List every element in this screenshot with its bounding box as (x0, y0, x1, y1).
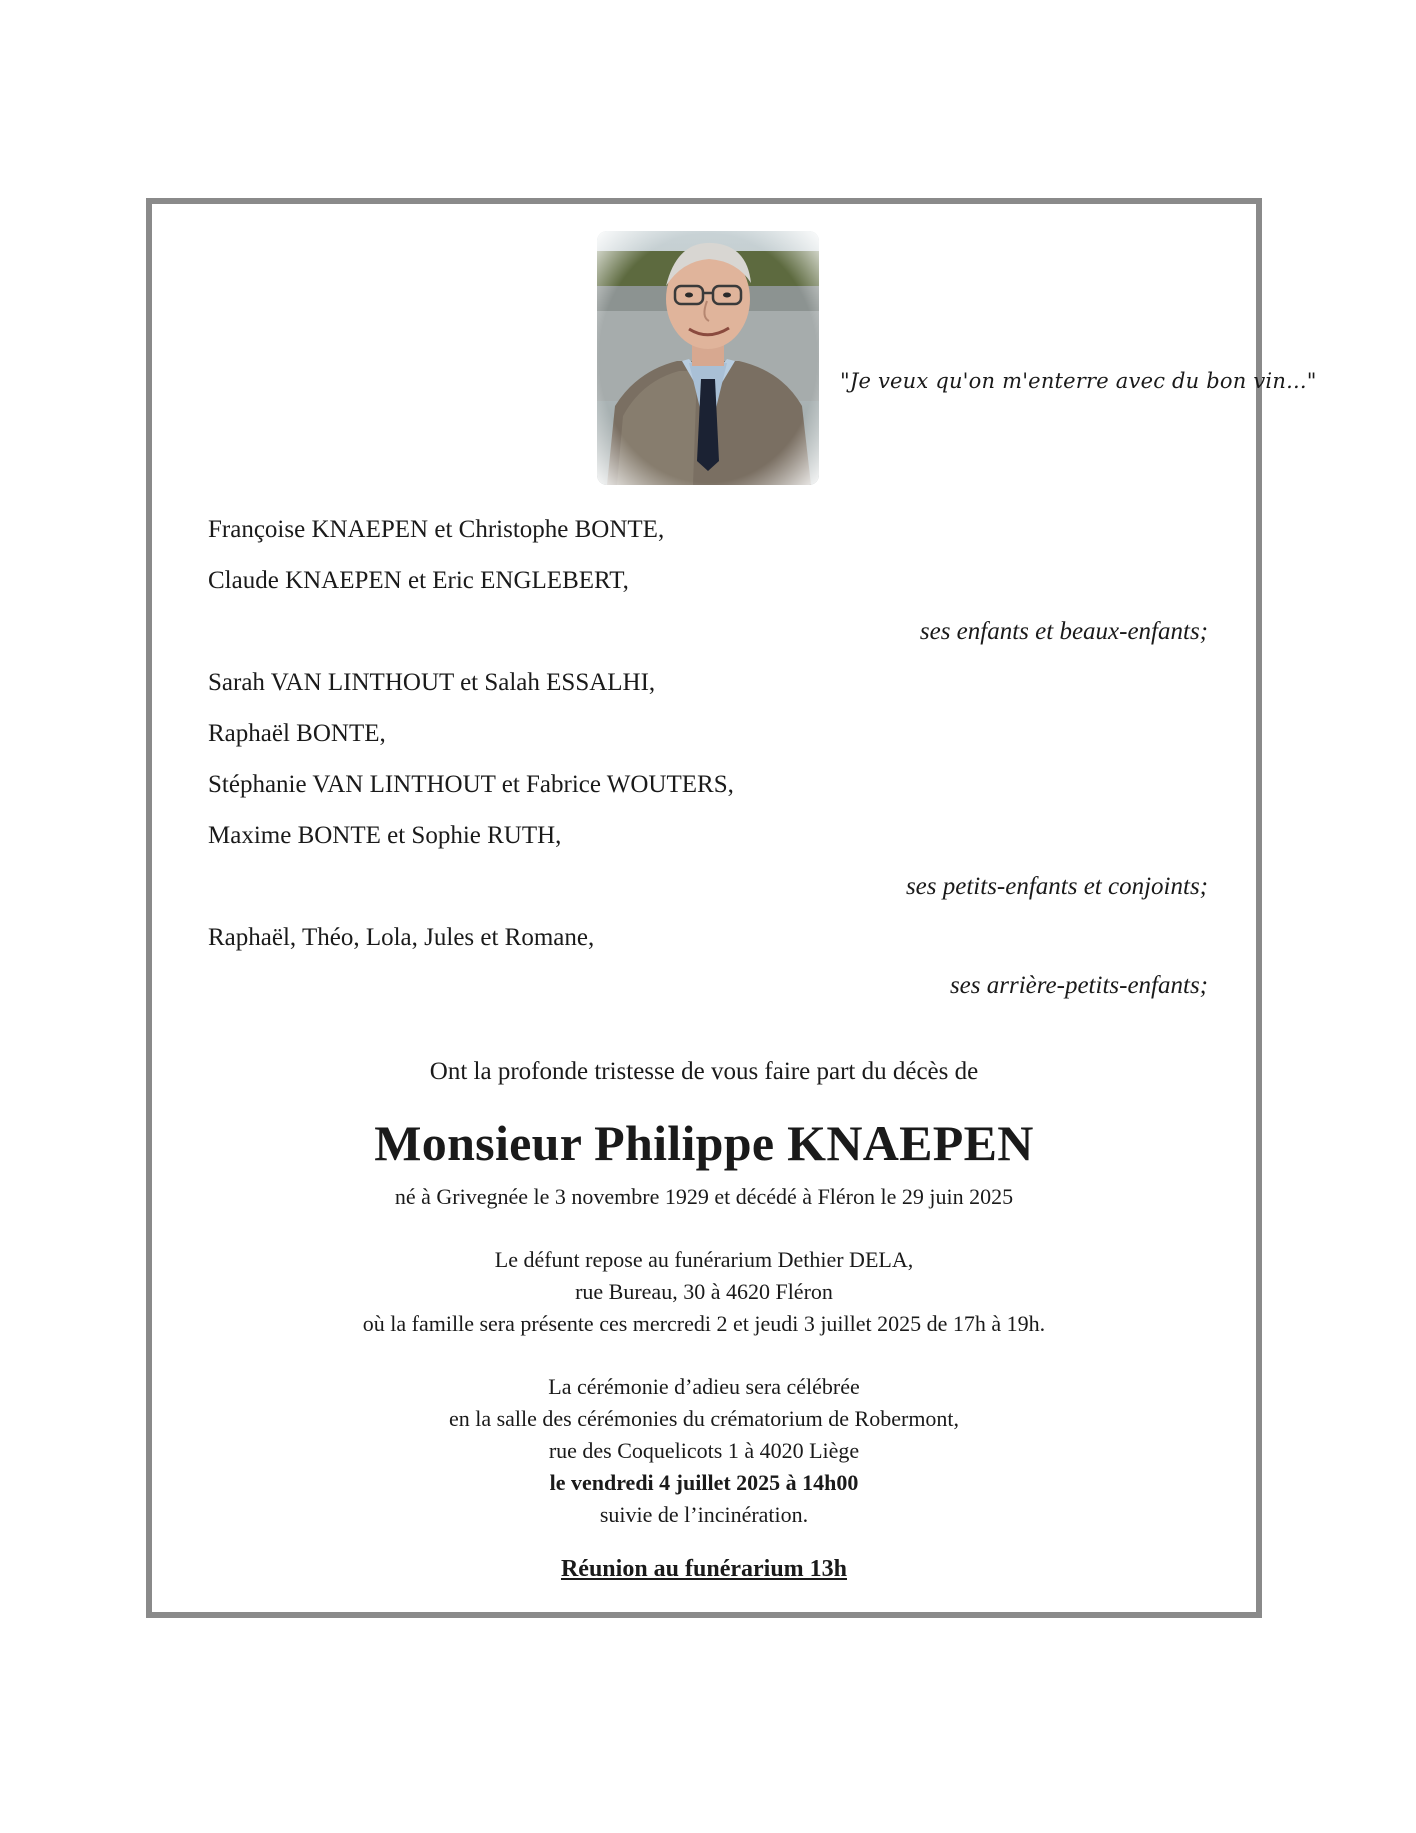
family-member: Françoise KNAEPEN et Christophe BONTE, (208, 516, 665, 543)
relation-label: ses petits-enfants et conjoints; (905, 873, 1208, 900)
deceased-name: Monsieur Philippe KNAEPEN (374, 1115, 1034, 1171)
reunion-notice: Réunion au funérarium 13h (560, 1556, 848, 1582)
ceremony-info (152, 1371, 1256, 1531)
funerarium-line: rue Bureau, 30 à 4620 Fléron (575, 1279, 833, 1304)
ceremony-line: en la salle des cérémonies du crématorium de Robermont, (448, 1406, 960, 1431)
funerarium-line: où la famille sera présente ces mercredi 2 et jeudi 3 juillet 2025 de 17h à 19h. (362, 1311, 1046, 1336)
ceremony-line: rue des Coquelicots 1 à 4020 Liège (548, 1438, 860, 1463)
portrait-photo (597, 231, 819, 485)
ceremony-line: suivie de l’incinération. (599, 1502, 809, 1527)
relation-label: ses arrière-petits-enfants; (949, 972, 1208, 999)
ceremony-date: le vendredi 4 juillet 2025 à 14h00 (549, 1470, 859, 1495)
family-list (208, 504, 1208, 1008)
obituary-frame (146, 198, 1317, 1618)
family-member: Stéphanie VAN LINTHOUT et Fabrice WOUTERS, (208, 771, 734, 798)
family-member: Claude KNAEPEN et Eric ENGLEBERT, (208, 567, 629, 594)
announcement-intro: Ont la profonde tristesse de vous faire part du décès de (429, 1058, 979, 1085)
family-member: Raphaël, Théo, Lola, Jules et Romane, (208, 924, 595, 951)
ceremony-line: La cérémonie d’adieu sera célébrée (548, 1374, 860, 1399)
birth-death-dates: né à Grivegnée le 3 novembre 1929 et décédé à Fléron le 29 juin 2025 (394, 1184, 1014, 1209)
funerarium-line: Le défunt repose au funérarium Dethier DELA, (494, 1247, 914, 1272)
family-member: Sarah VAN LINTHOUT et Salah ESSALHI, (208, 669, 656, 696)
relation-label: ses enfants et beaux-enfants; (919, 618, 1208, 645)
funerarium-info (152, 1244, 1256, 1340)
epitaph-quote: "Je veux qu'on m'enterre avec du bon vin..." (840, 369, 1317, 393)
family-member: Maxime BONTE et Sophie RUTH, (208, 822, 562, 849)
family-member: Raphaël BONTE, (208, 720, 386, 747)
